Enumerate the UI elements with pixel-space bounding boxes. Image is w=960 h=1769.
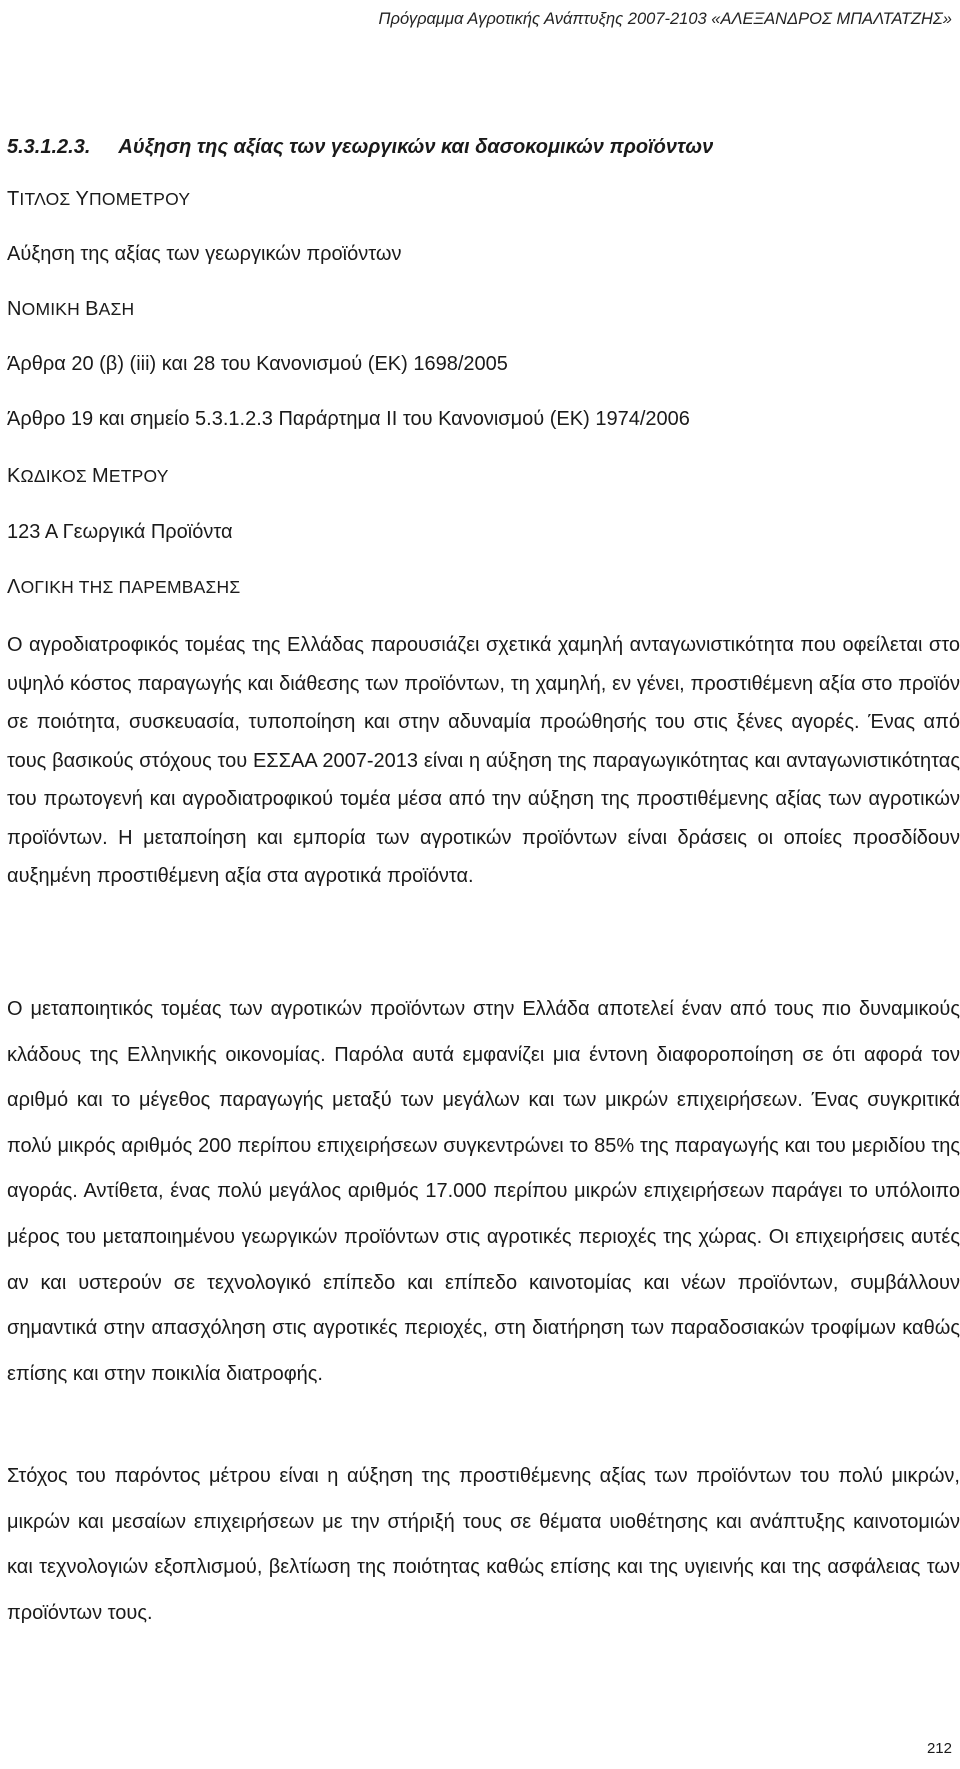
legal-basis-line-2: Άρθρο 19 και σημείο 5.3.1.2.3 Παράρτημα ΙΙ του Κανονισμού (ΕΚ) 1974/2006 [7,408,690,430]
measure-code-value: 123 Α Γεωργικά Προϊόντα [7,521,233,543]
section-number: 5.3.1.2.3. [7,136,91,158]
section-heading [7,136,713,159]
subtitle-label: ΤΙΤΛΟΣ ΥΠΟΜΕΤΡΟΥ [7,188,191,210]
legal-basis-label: ΝΟΜΙΚΗ ΒΑΣΗ [7,298,135,320]
section-title: Αύξηση της αξίας των γεωργικών και δασοκομικών προϊόντων [118,136,714,158]
measure-code-label: ΚΩΔΙΚΟΣ ΜΕΤΡΟΥ [7,465,169,487]
legal-basis-line-1: Άρθρα 20 (β) (iii) και 28 του Κανονισμού (ΕΚ) 1698/2005 [7,353,508,375]
subtitle-value: Αύξηση της αξίας των γεωργικών προϊόντων [7,243,402,265]
body-paragraph-2: Ο μεταποιητικός τομέας των αγροτικών προϊόντων στην Ελλάδα αποτελεί έναν από τους πιο δυναμικούς κλάδους της Ελληνικής οικονομίας. Παρόλα αυτά εμφανίζει μια έντονη διαφοροποίηση σε ότι αφορά τον αριθμό και το μέγεθος παραγωγής μεταξύ των μεγάλων και των μικρών επιχειρήσεων. Ένας συγκριτικά πολύ μικρός αριθμός 200 περίπου επιχειρήσεων συγκεντρώνει το 85% της παραγωγής και του μεριδίου της αγοράς. Αντίθετα, ένας πολύ μεγάλος αριθμός 17.000 περίπου μικρών επιχειρήσεων παράγει το υπόλοιπο μέρος του μεταποιημένου γεωργικών προϊόντων στις αγροτικές περιοχές της χώρας. Οι επιχειρήσεις αυτές αν και υστερούν σε τεχνολογικό επίπεδο και επίπεδο καινοτομίας και νέων προϊόντων, συμβάλλουν σημαντικά στην απασχόληση στις αγροτικές περιοχές, στη διατήρηση των παραδοσιακών τροφίμων καθώς επίσης και στην ποικιλία διατροφής. [7,998,960,1385]
page-number: 212 [926,1740,952,1757]
intervention-logic-label: ΛΟΓΙΚΗ ΤΗΣ ΠΑΡΕΜΒΑΣΗΣ [7,576,241,598]
body-paragraph-3: Στόχος του παρόντος μέτρου είναι η αύξηση της προστιθέμενης αξίας των προϊόντων του πολύ μικρών, μικρών και μεσαίων επιχειρήσεων με την στήριξή τους σε θέματα υιοθέτησης και ανάπτυξης καινοτομιών και τεχνολογιών εξοπλισμού, βελτίωση της ποιότητας καθώς επίσης και της υγιεινής και της ασφάλειας των προϊόντων τους. [7,1465,960,1624]
body-paragraph-1: Ο αγροδιατροφικός τομέας της Ελλάδας παρουσιάζει σχετικά χαμηλή ανταγωνιστικότητα που οφείλεται στο υψηλό κόστος παραγωγής και διάθεσης των προϊόντων, τη χαμηλή, εν γένει, προστιθέμενη αξία στο προϊόν σε ποιότητα, συσκευασία, τυποποίηση και στην αδυναμία προώθησής του στις ξένες αγορές. Ένας από τους βασικούς στόχους του ΕΣΣΑΑ 2007-2013 είναι η αύξηση της παραγωγικότητας και ανταγωνιστικότητας του πρωτογενή και αγροδιατροφικού τομέα μέσα από την αύξηση της προστιθέμενης αξίας των αγροτικών προϊόντων. Η μεταποίηση και εμπορία των αγροτικών προϊόντων είναι δράσεις οι οποίες προσδίδουν αυξημένη προστιθέμενη αξία στα αγροτικά προϊόντα. [7,634,960,887]
running-header: Πρόγραμμα Αγροτικής Ανάπτυξης 2007-2103 «ΑΛΕΞΑΝΔΡΟΣ ΜΠΑΛΤΑΤΖΗΣ» [378,10,952,28]
